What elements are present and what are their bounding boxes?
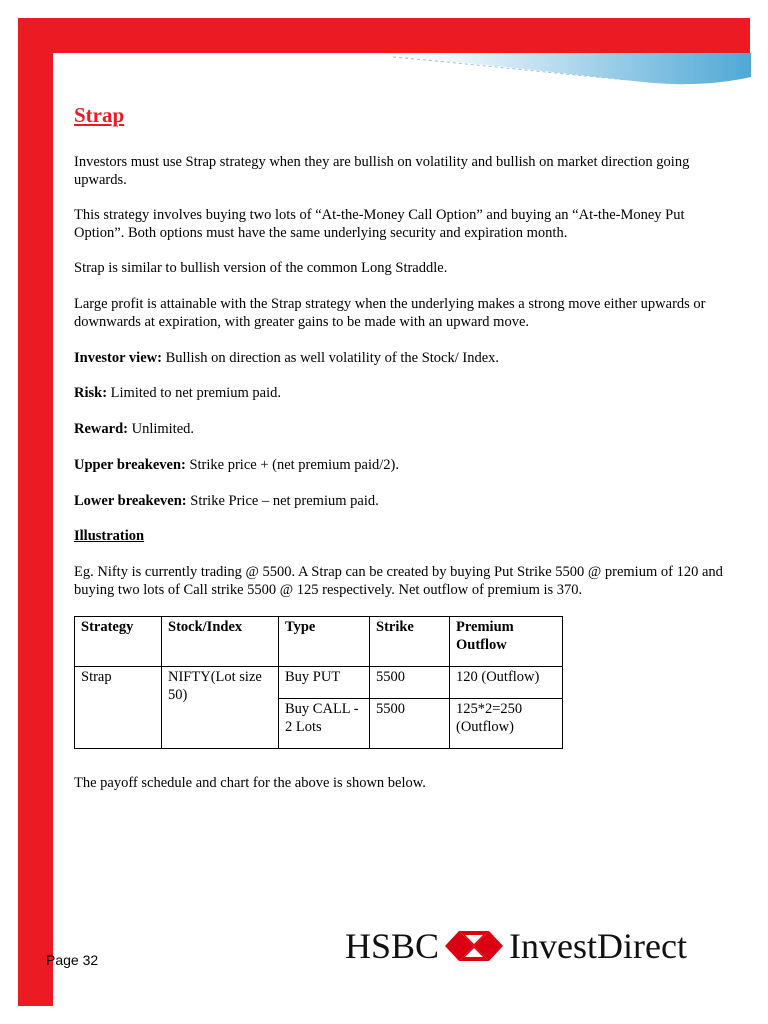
reward-text: Unlimited. (127, 421, 195, 437)
cell-premium: 120 (Outflow) (450, 667, 563, 699)
page-title: Strap (74, 103, 125, 127)
paragraph-profit: Large profit is attainable with the Strap strategy when the underlying makes a strong move either upwards or downwards at expiration, with greater gains to be made with an upward move. (74, 296, 706, 330)
investor-view-label: Investor view: (74, 350, 162, 366)
col-type-header: Type (279, 617, 370, 667)
col-strategy-header: Strategy (75, 617, 162, 667)
logo-investdirect-text: InvestDirect (509, 926, 687, 966)
illustration-text: Eg. Nifty is currently trading @ 5500. A Strap can be created by buying Put Strike 5500 @ premium of 120 and buying two lots of Call strike 5500 @ 125 respectively. Net outflow of premium is 370. (74, 564, 723, 598)
closing-text: The payoff schedule and chart for the above is shown below. (74, 775, 426, 791)
logo-hsbc-text: HSBC (345, 926, 440, 966)
col-premium-header: Premium Outflow (450, 617, 563, 667)
col-stock-header: Stock/Index (162, 617, 279, 667)
upper-breakeven-label: Upper breakeven: (74, 457, 186, 473)
cell-strike: 5500 (370, 699, 450, 749)
reward-line (74, 420, 734, 438)
lower-breakeven-label: Lower breakeven: (74, 493, 187, 509)
hsbc-hexagon-icon (445, 931, 503, 961)
cell-stock: NIFTY(Lot size 50) (162, 667, 279, 749)
cell-type: Buy PUT (279, 667, 370, 699)
upper-breakeven-text: Strike price + (net premium paid/2). (185, 457, 399, 473)
page-frame (18, 18, 750, 1006)
header-swoosh (353, 53, 751, 93)
reward-label: Reward: (74, 421, 128, 437)
lower-breakeven-text: Strike Price – net premium paid. (186, 493, 379, 509)
risk-line (74, 384, 734, 402)
illustration-heading: Illustration (74, 528, 145, 544)
col-strike-header: Strike (370, 617, 450, 667)
upper-breakeven-line (74, 456, 734, 474)
strap-table (74, 616, 563, 749)
risk-label: Risk: (74, 385, 108, 401)
risk-text: Limited to net premium paid. (107, 385, 282, 401)
investor-view-text: Bullish on direction as well volatility of the Stock/ Index. (161, 350, 500, 366)
hsbc-investdirect-logo (345, 926, 687, 966)
page-number: Page 32 (46, 952, 99, 968)
cell-type: Buy CALL - 2 Lots (279, 699, 370, 749)
page-body (53, 53, 751, 1006)
table-row (75, 667, 563, 699)
paragraph-similarity: Strap is similar to bullish version of the common Long Straddle. (74, 260, 448, 276)
table-header-row (75, 617, 563, 667)
cell-strike: 5500 (370, 667, 450, 699)
investor-view-line (74, 349, 734, 367)
paragraph-construction: This strategy involves buying two lots of “At-the-Money Call Option” and buying an “At-the-Money Put Option”. Both options must have the same underlying security and expiration month. (74, 207, 685, 241)
paragraph-intro: Investors must use Strap strategy when they are bullish on volatility and bullish on market direction going upwards. (74, 154, 690, 188)
cell-premium: 125*2=250 (Outflow) (450, 699, 563, 749)
cell-strategy: Strap (75, 667, 162, 749)
lower-breakeven-line (74, 492, 734, 510)
corner-chevron-icon (732, 925, 750, 975)
